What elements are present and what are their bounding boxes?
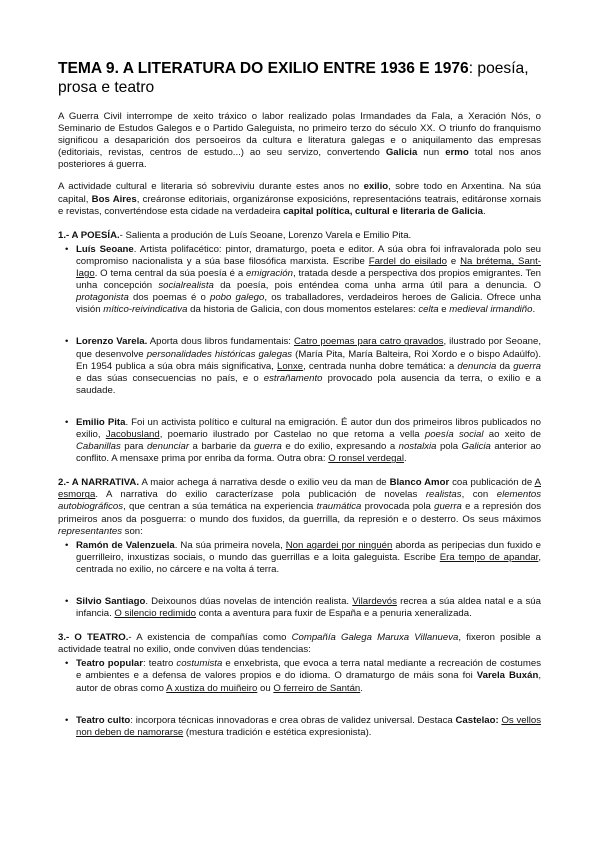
bold-text: Lorenzo Varela. xyxy=(76,336,148,348)
list-item xyxy=(76,596,541,620)
bold-text: 1.- A POESÍA. xyxy=(58,229,120,241)
text-run: total nos anos posteriores á guerra. xyxy=(58,147,542,171)
list-item xyxy=(76,336,541,396)
author-list xyxy=(58,540,541,620)
title-bold: TEMA 9. A LITERATURA DO EXILIO ENTRE 1936 E 1976 xyxy=(58,60,469,77)
section-narrativa xyxy=(58,477,541,620)
work-title: O ferreiro de Santán xyxy=(273,682,361,694)
text-run: , fixeron posible a actividade teatral no exilio, onde conviven dúas tendencias: xyxy=(58,632,542,656)
italic-text: denunciar xyxy=(146,441,190,453)
italic-text: protagonista xyxy=(76,292,129,304)
italic-text: guerra xyxy=(254,441,282,453)
italic-text: personalidades históricas galegas xyxy=(146,348,293,360)
text-run: e do exilio, expresando a xyxy=(281,441,399,453)
text-run: A actividade cultural e literaria só sobreviviu durante estes anos no xyxy=(58,181,364,193)
bold-text: 2.- A NARRATIVA. xyxy=(58,477,140,489)
text-run: . Na súa primeira novela, xyxy=(174,539,286,551)
text-run: . O tema central da súa poesía é a xyxy=(94,268,247,280)
text-run: dos poemas é o xyxy=(128,292,210,304)
text-run: da xyxy=(496,360,514,372)
work-title: O silencio redimido xyxy=(114,608,196,620)
text-run: coa publicación de xyxy=(449,477,535,489)
bold-text: Galicia xyxy=(385,147,418,159)
text-run: - Salienta a produción de Luís Seoane, Lorenzo Varela e Emilio Pita. xyxy=(119,229,412,241)
italic-text: Compañía Galega Maruxa Villanueva xyxy=(291,632,459,644)
text-run: provocado pola ausencia da terra, o exilio e a saudade. xyxy=(76,372,542,396)
section-poesia xyxy=(58,230,541,466)
italic-text: celta xyxy=(418,304,439,316)
text-run: e a represión dos primeiros anos da posguerra: o mundo dos fuxidos, da guerrilla, da represión e o desterro. Os seus máximos xyxy=(58,501,542,525)
text-run: aborda as peripecias dun fuxido e guerrilleiro, inxustizas sociais, o mundo das guerrillas e a loita galeguista. Escribe xyxy=(76,539,541,563)
work-title: Catro poemas para catro gravados xyxy=(293,336,444,348)
bold-text: 3.- O TEATRO. xyxy=(58,632,129,644)
work-title: Fardel do eisilado xyxy=(368,255,447,267)
bold-text: capital política, cultural e literaria de Galicia xyxy=(283,205,484,217)
text-run: . Artista polifacético: pintor, dramaturgo, poeta e editor. A súa obra foi infravalorada polo seu compromiso nacionalista y a súa base filosófica marxista. Escribe xyxy=(76,243,542,267)
text-run: ao xeito de xyxy=(483,428,541,440)
section-heading xyxy=(58,632,541,656)
text-run: , poemario ilustrado por Castelao no que retoma a vella xyxy=(159,428,425,440)
text-run: , centrada no exilio, no cárcere e na volta á terra. xyxy=(76,551,541,575)
text-run: , creáronse editoriais, organizáronse exposicións, representacións teatrais, editáronse xornais e revistas, converténdose esta cidade na verdadeira xyxy=(58,193,541,217)
text-run: - A existencia de compañías como xyxy=(128,632,292,644)
section-heading xyxy=(58,477,541,537)
text-run: , autor de obras como xyxy=(76,670,541,694)
text-run: , centrada nunha dobre temática: a xyxy=(303,360,458,372)
bold-text: Castelao: xyxy=(455,714,499,726)
document-title xyxy=(58,60,541,97)
text-run: son: xyxy=(122,525,143,537)
bold-text: Emilio Pita xyxy=(76,416,126,428)
text-run: anterior ao conflito. A mensaxe prima por enriba da forma. Outra obra: xyxy=(76,441,541,465)
text-run: para xyxy=(120,441,147,453)
work-title: Na brétema, Sant-Iago xyxy=(76,255,541,280)
text-run: recrea a súa aldea natal e a súa infancia. xyxy=(76,596,541,620)
text-run: e xyxy=(446,255,461,267)
text-run: , tratada desde a perspectiva dos propios emigrantes. Ten unha concepción xyxy=(76,268,541,292)
text-run: conta a aventura para fuxir de España e a penuria xeneralizada. xyxy=(196,608,472,620)
italic-text: socialrealista xyxy=(158,280,214,292)
italic-text: poesía social xyxy=(424,428,484,440)
bold-text: Blanco Amor xyxy=(389,477,450,489)
text-run: . xyxy=(360,682,363,694)
work-title: Os vellos non deben de namorarse xyxy=(76,714,541,738)
work-title: Vilardevós xyxy=(352,596,397,607)
italic-text: mítico-reivindicativa xyxy=(103,304,188,316)
italic-text: realistas xyxy=(425,489,462,501)
list-item xyxy=(76,658,541,694)
author-list xyxy=(58,658,541,738)
work-title: Non agardei por ninguén xyxy=(285,539,393,551)
bold-text: Bos Aires xyxy=(91,193,137,205)
text-run: , sobre todo en Arxentina. Na súa capital, xyxy=(58,181,542,205)
italic-text: medieval irmandiño xyxy=(449,304,533,316)
work-title: A esmorga xyxy=(58,477,541,501)
text-run: provocada pola xyxy=(361,501,435,513)
text-run: , con xyxy=(461,489,497,501)
italic-text: representantes xyxy=(58,525,122,537)
text-run: A Guerra Civil interrompe de xeito tráxico o labor realizado polas Irmandades da Fala, a Xeración Nós, o Seminario de Estudos Galegos e o Partido Galeguista, no primeiro terzo do século XX. O triunfo do franquismo significou a desaparición dos persoeiros da cultura e literatura galegas e o aniquilamento das empresas (editoriais, revistas, centros de estudo...) ao seu servizo, convertendo xyxy=(58,111,541,159)
bold-text: Ramón de Valenzuela xyxy=(76,539,175,551)
italic-text: elementos autobiográficos xyxy=(58,489,541,513)
italic-text: Galicia xyxy=(461,441,491,453)
italic-text: emigración xyxy=(246,268,293,280)
text-run: , os traballadores, verdadeiros heroes de Galicia. Ofrece unha visión xyxy=(76,292,541,316)
text-run: da poesía, pois enténdea coma unha arma útil para a denuncia. O xyxy=(213,280,541,292)
text-run: , ilustrado por Seoane, que desenvolve xyxy=(76,336,541,360)
text-run: A maior achega á narrativa desde o exilio veu da man de xyxy=(139,477,390,489)
bold-text: ermo xyxy=(445,147,469,159)
text-run: da historia de Galicia, con dous momentos estelares: xyxy=(187,304,419,316)
italic-text: denuncia xyxy=(457,360,497,372)
italic-text: guerra xyxy=(434,501,462,513)
bold-text: Silvio Santiago xyxy=(76,596,146,607)
italic-text: nostalxia xyxy=(398,441,437,453)
text-run: Aporta dous libros fundamentais: xyxy=(147,336,294,348)
text-run: . Foi un activista político e cultural na emigración. É autor dun dos primeiros libros publicados no exilio, xyxy=(76,416,542,440)
title-rest: : poesía, prosa e teatro xyxy=(58,60,529,96)
work-title: Jacobusland xyxy=(105,428,160,440)
work-title: Lonxe xyxy=(277,360,304,372)
text-run: , que centran a súa temática na experiencia xyxy=(123,501,317,513)
text-run: nun xyxy=(417,147,446,159)
list-item xyxy=(76,417,541,465)
text-run: (María Pita, María Balteira, Roi Xordo e o bispo Adaúlfo). En 1954 publica a súa obra máis significativa, xyxy=(76,348,542,372)
italic-text: Cabanillas xyxy=(76,441,121,453)
bold-text: Luís Seoane xyxy=(76,243,134,255)
work-title: A xustiza do muiñeiro xyxy=(166,682,258,694)
section-heading xyxy=(58,230,541,242)
text-run: (mestura tradición e estética expresionista). xyxy=(183,726,372,738)
intro-paragraph-2 xyxy=(58,181,541,217)
text-run: a barbarie da xyxy=(189,441,255,453)
bold-text: exilio xyxy=(363,181,389,193)
text-run: pola xyxy=(436,441,462,453)
bold-text: Varela Buxán xyxy=(476,670,539,682)
text-run: e enxebrista, que evoca a terra natal mediante a recreación de costumes e ambientes e a defensa de valores propios e do idioma. O dramaturgo de máis sona foi xyxy=(76,658,542,682)
text-run: . A narrativa do exilio caracterízase pola publicación de novelas xyxy=(95,489,426,501)
italic-text: traumática xyxy=(316,501,362,513)
text-run: . xyxy=(483,205,486,217)
italic-text: guerra xyxy=(513,360,541,372)
text-run: e das súas consecuencias no país, e o xyxy=(76,372,264,384)
text-run: . xyxy=(532,304,536,316)
text-run: : incorpora técnicas innovadoras e crea obras de validez universal. Destaca xyxy=(130,714,456,726)
italic-text: estrañamento xyxy=(263,372,323,384)
section-teatro xyxy=(58,632,541,739)
work-title: Era tempo de apandar xyxy=(439,551,539,563)
text-run: : teatro xyxy=(142,658,177,670)
bold-text: Teatro popular xyxy=(76,658,143,670)
list-item xyxy=(76,540,541,576)
author-list xyxy=(58,244,541,465)
list-item xyxy=(76,244,541,317)
text-run: . Deixounos dúas novelas de intención realista. xyxy=(145,596,353,607)
bold-text: Teatro culto xyxy=(76,714,131,726)
intro-paragraph-1 xyxy=(58,111,541,171)
work-title: O ronsel verdegal xyxy=(328,453,404,465)
text-run: ou xyxy=(257,682,274,694)
list-item xyxy=(76,715,541,739)
italic-text: pobo galego xyxy=(210,292,265,304)
italic-text: costumista xyxy=(176,658,223,670)
text-run: . xyxy=(403,453,407,465)
text-run: e xyxy=(438,304,450,316)
